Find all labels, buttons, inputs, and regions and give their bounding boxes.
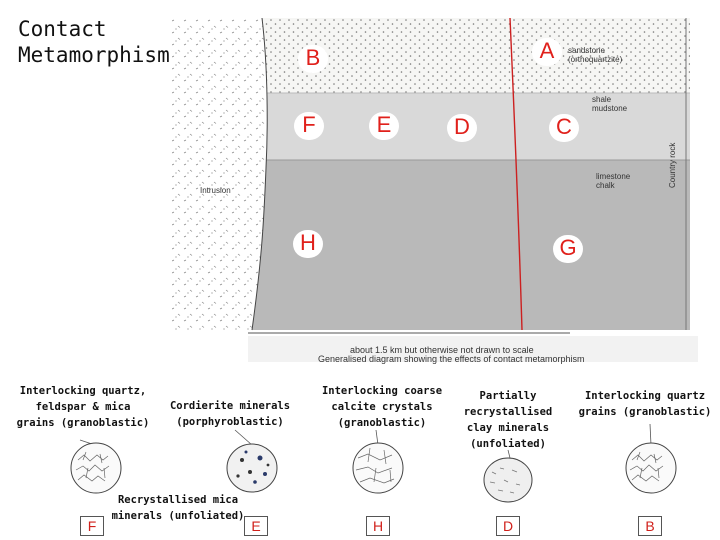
zone-label-a: A — [532, 38, 562, 66]
zone-label-g: G — [553, 235, 583, 263]
zone-label-d: D — [447, 114, 477, 142]
sample-e-description: Cordierite minerals (porphyroblastic) — [169, 400, 291, 428]
sample-h-rock — [353, 443, 403, 493]
sample-f-rock — [71, 443, 121, 493]
intrusion-body — [172, 18, 267, 330]
shale-label: shale mudstone — [592, 95, 628, 113]
sample-d-rock — [484, 458, 532, 502]
sample-e2-description: Recrystallised mica minerals (unfoliated) — [111, 494, 245, 522]
sample-h-letter: H — [366, 516, 390, 536]
sample-f-letter: F — [80, 516, 104, 536]
zone-label-c: C — [549, 114, 579, 142]
sandstone-label: sandstone (orthoquartzite) — [568, 46, 623, 64]
zone-label-b: B — [298, 45, 328, 73]
sample-f-description: Interlocking quartz, feldspar & mica grains (granoblastic) — [16, 385, 150, 429]
scale-text: about 1.5 km but otherwise not drawn to scale — [350, 345, 534, 355]
zone-label-h: H — [293, 230, 323, 258]
rock-samples — [0, 410, 720, 540]
contact-metamorphism-diagram — [170, 18, 700, 363]
sample-b-description: Interlocking quartz grains (granoblastic) — [578, 390, 712, 418]
zone-label-f: F — [294, 112, 324, 140]
zone-label-e: E — [369, 112, 399, 140]
country-rock-label: Country rock — [668, 142, 677, 188]
page-title: Contact Metamorphism — [18, 17, 170, 67]
limestone-label: limestone chalk — [596, 172, 631, 190]
intrusion-label: Intrusion — [200, 186, 231, 195]
sample-d-description: Partially recrystallised clay minerals (unfoliated) — [463, 390, 553, 450]
sample-b-letter: B — [638, 516, 662, 536]
sample-h-description: Interlocking coarse calcite crystals (granoblastic) — [321, 385, 443, 429]
sample-d-letter: D — [496, 516, 520, 536]
sample-e-letter: E — [244, 516, 268, 536]
diagram-caption: Generalised diagram showing the effects of contact metamorphism — [318, 354, 585, 364]
sample-b-rock — [626, 443, 676, 493]
sample-e-rock — [227, 444, 277, 492]
